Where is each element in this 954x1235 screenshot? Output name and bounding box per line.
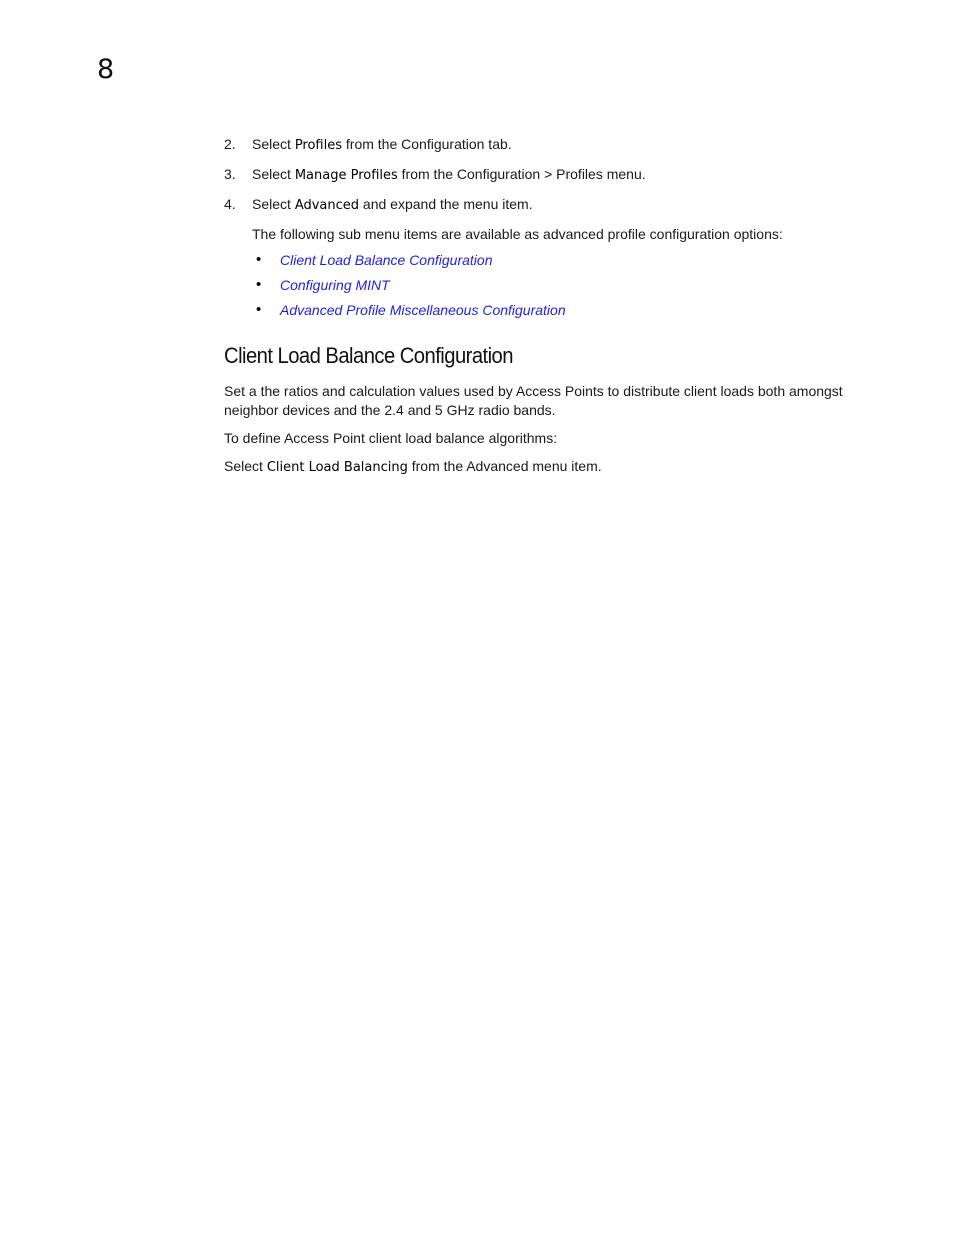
step-number: 4. <box>224 196 236 212</box>
step-2 <box>224 134 864 156</box>
section-heading: Client Load Balance Configuration <box>224 343 513 368</box>
step-text-prefix: Select <box>252 166 295 182</box>
step-4 <box>224 194 864 320</box>
list-item <box>252 300 864 320</box>
instruction-prefix: Select <box>224 458 267 474</box>
ui-term-client-load-balancing: Client Load Balancing <box>266 460 408 475</box>
link-configuring-mint[interactable]: Configuring MINT <box>280 277 390 293</box>
instruction-paragraph <box>224 457 844 477</box>
chapter-number: 8 <box>97 54 115 85</box>
ui-term-profiles: Profiles <box>294 138 343 153</box>
bullet-icon: • <box>256 301 262 318</box>
sub-menu-link-list <box>252 250 864 320</box>
step-text-prefix: Select <box>252 136 295 152</box>
step-text-suffix: from the Configuration > Profiles menu. <box>397 166 646 182</box>
procedure-steps <box>224 134 864 328</box>
link-advanced-profile-miscellaneous-configuration[interactable]: Advanced Profile Miscellaneous Configuration <box>280 302 566 318</box>
instruction-suffix: from the Advanced menu item. <box>407 458 602 474</box>
step-number: 3. <box>224 166 236 182</box>
list-item <box>252 275 864 295</box>
define-paragraph: To define Access Point client load balance algorithms: <box>224 430 558 446</box>
step-text-prefix: Select <box>252 196 295 212</box>
link-client-load-balance-configuration[interactable]: Client Load Balance Configuration <box>280 252 493 268</box>
section-body <box>224 382 844 486</box>
intro-paragraph: Set a the ratios and calculation values used by Access Points to distribute client loads both amongst neighbor devices and the 2.4 and 5 GHz radio bands. <box>224 383 843 418</box>
step-3 <box>224 164 864 186</box>
step-note: The following sub menu items are available as advanced profile configuration options: <box>252 226 783 242</box>
list-item <box>252 250 864 270</box>
bullet-icon: • <box>256 276 262 293</box>
ui-term-advanced: Advanced <box>294 198 360 213</box>
step-text-suffix: and expand the menu item. <box>359 196 533 212</box>
ui-term-manage-profiles: Manage Profiles <box>294 168 398 183</box>
step-text-suffix: from the Configuration tab. <box>342 136 512 152</box>
step-number: 2. <box>224 136 236 152</box>
bullet-icon: • <box>256 251 262 268</box>
